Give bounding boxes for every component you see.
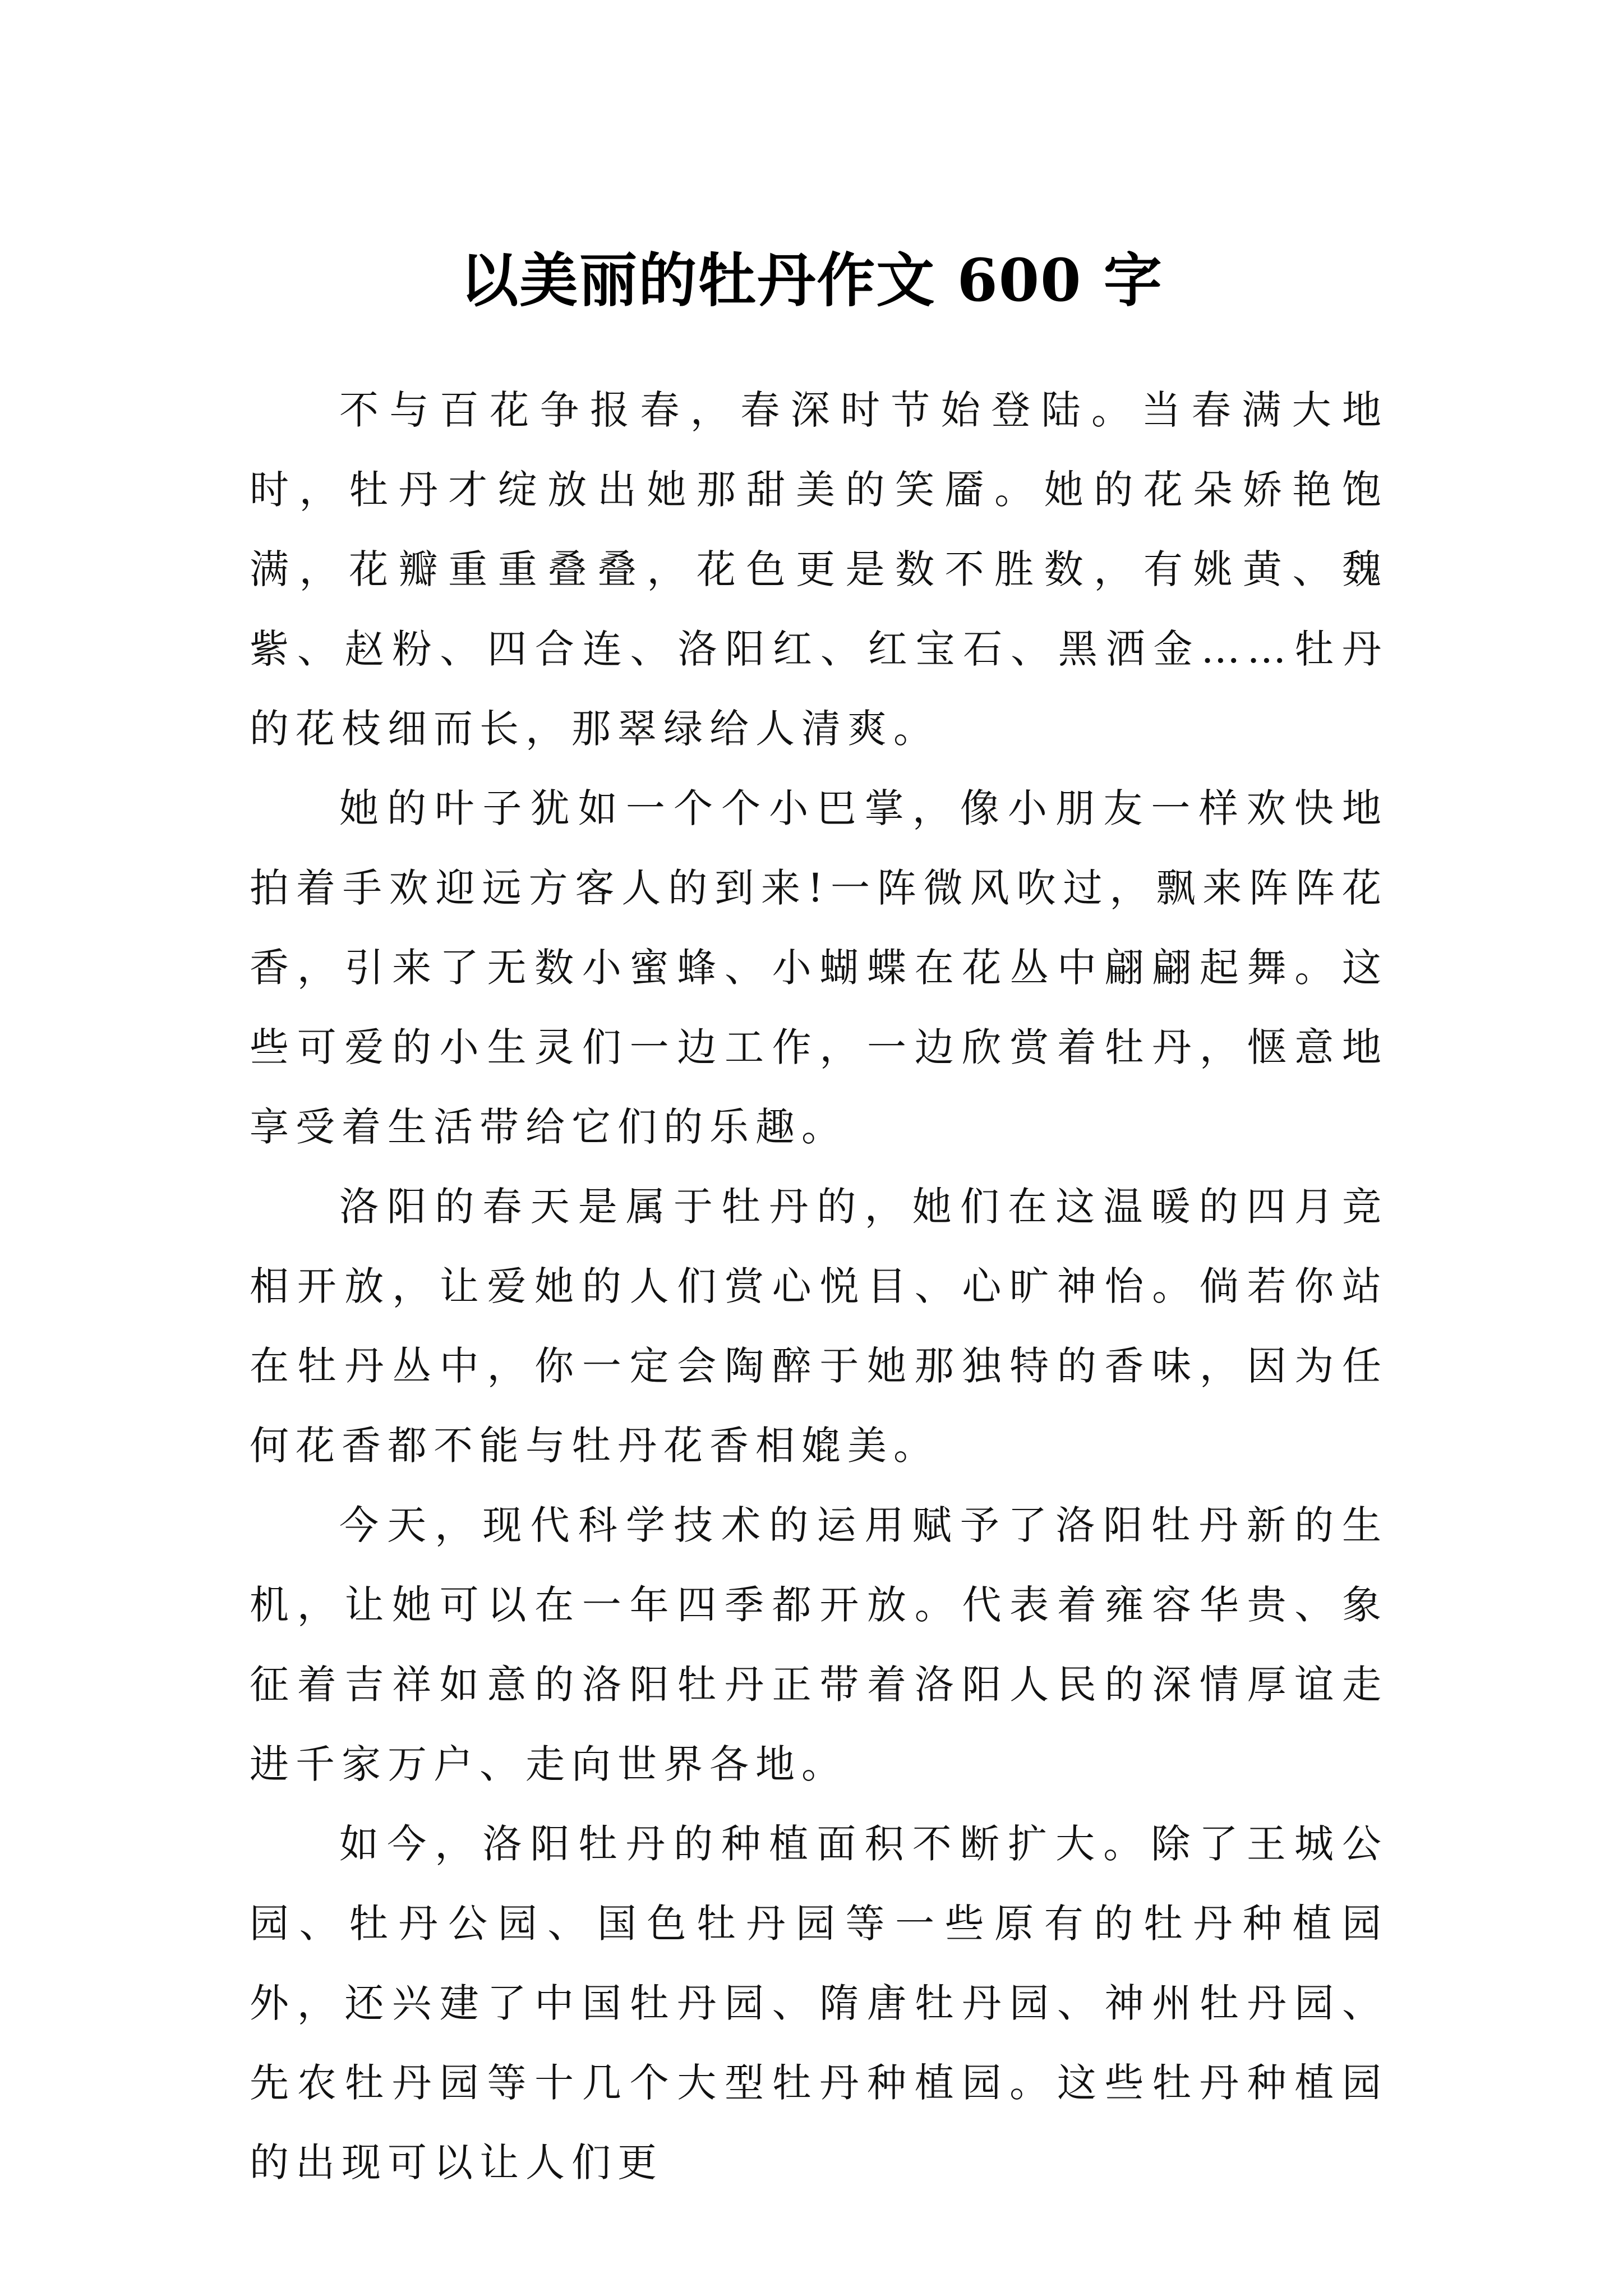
paragraph-1: 不与百花争报春，春深时节始登陆。当春满大地时，牡丹才绽放出她那甜美的笑靥。她的花朵娇艳饱满，花瓣重重叠叠，花色更是数不胜数，有姚黄、魏紫、赵粉、四合连、洛阳红、红宝石、黑洒金……牡丹的花枝细而长，那翠绿给人清爽。 <box>250 387 1388 752</box>
paragraph-3: 洛阳的春天是属于牡丹的，她们在这温暖的四月竞相开放，让爱她的人们赏心悦目、心旷神怡。倘若你站在牡丹丛中，你一定会陶醉于她那独特的香味，因为任何花香都不能与牡丹花香相媲美。 <box>250 1184 1388 1469</box>
paragraph-4: 今天，现代科学技术的运用赋予了洛阳牡丹新的生机，让她可以在一年四季都开放。代表着雍容华贵、象征着吉祥如意的洛阳牡丹正带着洛阳人民的深情厚谊走进千家万户、走向世界各地。 <box>250 1502 1388 1787</box>
paragraph-5: 如今，洛阳牡丹的种植面积不断扩大。除了王城公园、牡丹公园、国色牡丹园等一些原有的牡丹种植园外，还兴建了中国牡丹园、隋唐牡丹园、神州牡丹园、先农牡丹园等十几个大型牡丹种植园。这些牡丹种植园的出现可以让人们更 <box>250 1821 1388 2185</box>
document-body <box>250 370 1388 2202</box>
paragraph-2: 她的叶子犹如一个个小巴掌，像小朋友一样欢快地拍着手欢迎远方客人的到来!一阵微风吹过，飘来阵阵花香，引来了无数小蜜蜂、小蝴蝶在花丛中翩翩起舞。这些可爱的小生灵们一边工作，一边欣赏着牡丹，惬意地享受着生活带给它们的乐趣。 <box>250 785 1388 1150</box>
document-title: 以美丽的牡丹作文 600 字 <box>460 245 1163 315</box>
